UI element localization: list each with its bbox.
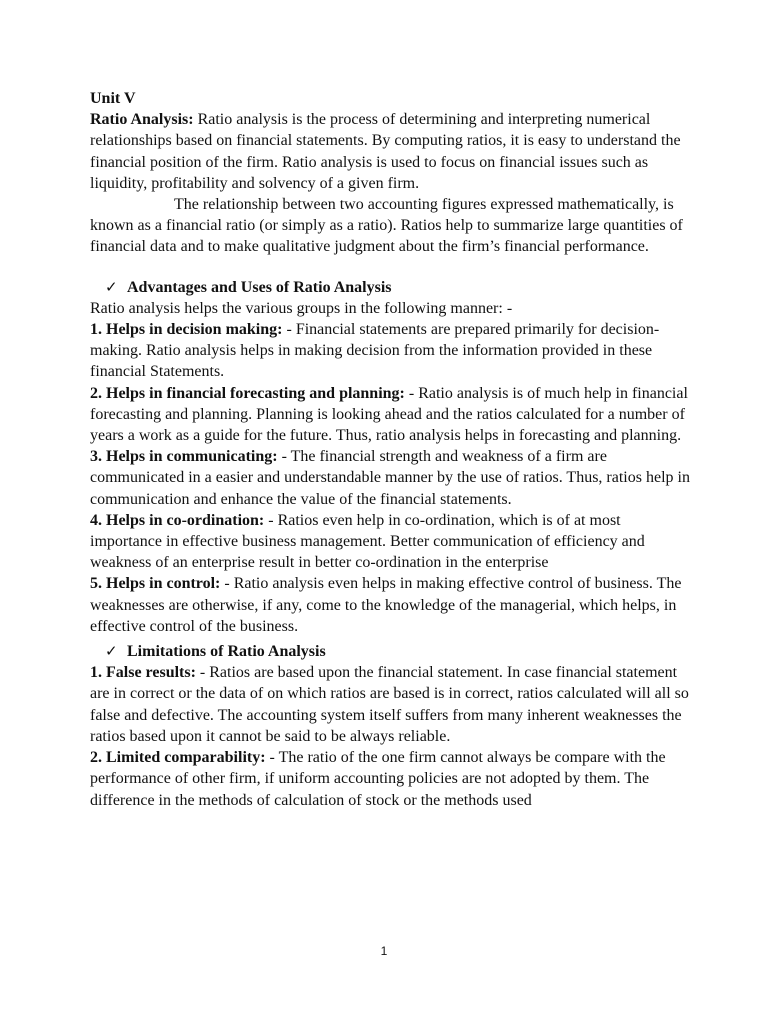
intro-paragraph bbox=[90, 109, 690, 194]
document-page bbox=[90, 88, 690, 811]
advantage-term: 4. Helps in co-ordination: bbox=[90, 511, 265, 529]
advantage-item-1 bbox=[90, 319, 690, 383]
advantage-term: 5. Helps in control: bbox=[90, 575, 221, 593]
advantage-text: - Ratio analysis is of much help in financial forecasting and planning. Planning is looking ahead and the ratios calculated for a number of years a work as a guide for the future. Thus, ratio analysis helps in forecasting and planning. bbox=[90, 384, 688, 445]
advantage-item-2 bbox=[90, 383, 690, 447]
advantage-term: 2. Helps in financial forecasting and planning: bbox=[90, 384, 405, 402]
advantage-item-4 bbox=[90, 510, 690, 574]
limitations-heading bbox=[90, 641, 690, 662]
limitations-heading-text: Limitations of Ratio Analysis bbox=[127, 643, 326, 661]
advantage-item-3 bbox=[90, 446, 690, 510]
limitation-text: - The ratio of the one firm cannot always be compare with the performance of other firm, if uniform accounting policies are not adopted by them. The difference in the methods of calculation of stock or the methods used bbox=[90, 749, 666, 809]
advantage-term: 3. Helps in communicating: bbox=[90, 448, 278, 466]
advantage-text: - The financial strength and weakness of a firm are communicated in a easier and understandable manner by the use of ratios. Thus, ratios help in communication and enhance the value of the financial statements. bbox=[90, 448, 690, 508]
unit-title: Unit V bbox=[90, 90, 136, 107]
limitation-text: - Ratios are based upon the financial statement. In case financial statement are in correct or the data of on which ratios are based is in correct, ratios calculated will all so false and defective. The accounting system itself suffers from many inherent weaknesses the ratios based upon it cannot be said to be always reliable. bbox=[90, 664, 689, 745]
advantage-text: - Financial statements are prepared primarily for decision-making. Ratio analysis helps in making decision from the information provided in these financial Statements. bbox=[90, 321, 660, 381]
intro-term: Ratio Analysis: bbox=[90, 111, 194, 129]
limitation-term: 2. Limited comparability: bbox=[90, 749, 266, 767]
advantages-heading-text: Advantages and Uses of Ratio Analysis bbox=[127, 278, 392, 296]
limitation-term: 1. False results: bbox=[90, 664, 196, 682]
intro-paragraph-2: The relationship between two accounting figures expressed mathematically, is known as a financial ratio (or simply as a ratio). Ratios help to summarize large quantities of financial data and to make qualitative judgment about the firm’s financial performance. bbox=[90, 196, 683, 256]
limitation-item-1 bbox=[90, 662, 690, 747]
checkmark-icon: ✓ bbox=[105, 642, 118, 661]
advantage-term: 1. Helps in decision making: bbox=[90, 321, 283, 339]
limitation-item-2 bbox=[90, 747, 690, 811]
advantages-lead: Ratio analysis helps the various groups in the following manner: - bbox=[90, 299, 513, 317]
page-number: 1 bbox=[380, 944, 388, 958]
advantage-text: - Ratios even help in co-ordination, which is of at most importance in effective business management. Better communication of efficiency and weakness of an enterprise result in better co-ordination in the enterprise bbox=[90, 511, 645, 572]
checkmark-icon: ✓ bbox=[105, 277, 118, 296]
intro-text: Ratio analysis is the process of determining and interpreting numerical relationships based on financial statements. By computing ratios, it is easy to understand the financial position of the firm. Ratio analysis is used to focus on financial issues such as liquidity, profitability and solvency of a given firm. bbox=[90, 111, 681, 192]
advantage-item-5 bbox=[90, 573, 690, 637]
advantages-heading bbox=[90, 277, 690, 298]
advantage-text: - Ratio analysis even helps in making effective control of business. The weaknesses are otherwise, if any, come to the knowledge of the managerial, which helps, in effective control of the business. bbox=[90, 575, 682, 635]
